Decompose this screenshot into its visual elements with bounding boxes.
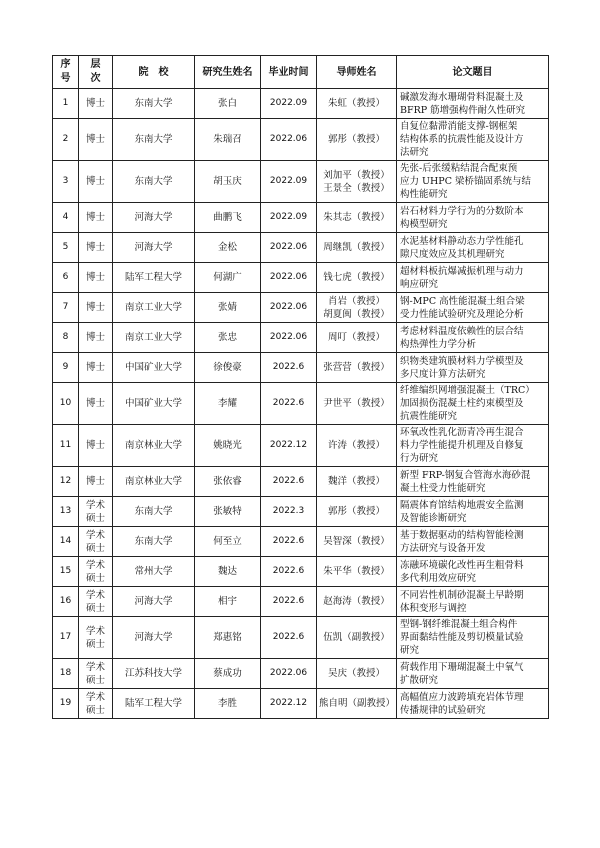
student-name: 张婧 [195,293,261,323]
degree-level-line: 学术 [85,529,105,541]
school-name: 南京工业大学 [113,293,195,323]
graduation-date: 2022.09 [261,203,317,233]
row-number: 8 [53,323,79,353]
advisor-name [317,161,397,203]
advisor-name [317,587,397,617]
row-number: 9 [53,353,79,383]
thesis-topic-line: 钢-MPC 高性能混凝土组合梁 [400,295,525,307]
advisor-name [317,119,397,161]
thesis-topic [397,497,549,527]
thesis-topic [397,689,549,719]
degree-level [79,659,113,689]
advisor-name [317,527,397,557]
advisor-name [317,203,397,233]
degree-level [79,161,113,203]
advisor-name-line: 王景全（教授） [323,182,390,194]
graduation-date: 2022.06 [261,659,317,689]
thesis-topic-line: 考虑材料温度依赖性的层合结 [400,325,524,337]
advisor-name [317,323,397,353]
degree-level [79,689,113,719]
student-name: 张忠 [195,323,261,353]
degree-level [79,203,113,233]
degree-level-line: 学术 [85,691,105,703]
thesis-topic [397,263,549,293]
student-name: 张敏特 [195,497,261,527]
school-name: 南京林业大学 [113,467,195,497]
student-name: 何至立 [195,527,261,557]
thesis-topic-line: 超材料板抗爆减振机理与动力 [400,265,524,277]
graduation-date: 2022.6 [261,353,317,383]
thesis-topic-line: 及智能诊断研究 [400,512,467,524]
school-name: 常州大学 [113,557,195,587]
advisor-name [317,89,397,119]
degree-level-line: 博士 [85,332,105,343]
row-number: 3 [53,161,79,203]
degree-level-line: 博士 [85,212,105,223]
row-number: 1 [53,89,79,119]
graduation-date: 2022.06 [261,263,317,293]
header-student: 研究生姓名 [195,56,261,89]
degree-level [79,467,113,497]
table-row [53,293,549,323]
table-row [53,527,549,557]
degree-level-line: 学术 [85,661,105,673]
student-name: 相宇 [195,587,261,617]
advisor-name [317,425,397,467]
table-row [53,323,549,353]
row-number: 5 [53,233,79,263]
thesis-topic-line: 隙尺度效应及其机理研究 [400,248,505,260]
thesis-topic-line: 应力 UHPC 梁桥锚固系统与结 [400,176,531,187]
thesis-topic [397,89,549,119]
row-number: 6 [53,263,79,293]
degree-level [79,119,113,161]
header-seq-line: 号 [60,73,71,84]
graduation-date: 2022.09 [261,161,317,203]
graduation-date: 2022.6 [261,467,317,497]
table-row [53,689,549,719]
thesis-topic-line: 法研究 [400,147,429,158]
advisor-name-line: 刘加平（教授） [323,169,390,181]
student-name: 李胜 [195,689,261,719]
student-name: 金松 [195,233,261,263]
thesis-topic [397,323,549,353]
table-row [53,89,549,119]
thesis-topic-line: 高幅值应力波跨填充岩体节理 [400,691,524,703]
student-name: 徐俊豪 [195,353,261,383]
thesis-topic [397,659,549,689]
table-row [53,203,549,233]
row-number: 12 [53,467,79,497]
school-name: 陆军工程大学 [113,263,195,293]
student-name: 郑惠铭 [195,617,261,659]
thesis-topic [397,527,549,557]
advisor-name-line: 吴庆（教授） [327,668,385,679]
row-number: 13 [53,497,79,527]
row-number: 16 [53,587,79,617]
student-name: 朱瑞召 [195,119,261,161]
advisor-name-line: 朱其志（教授） [323,212,390,223]
school-name: 陆军工程大学 [113,689,195,719]
row-number: 7 [53,293,79,323]
degree-level [79,263,113,293]
table-body [53,89,549,719]
thesis-topic-line: 构模型研究 [400,218,448,230]
advisor-name-line: 伍凯（副教授） [323,632,390,643]
thesis-topic-line: 基于数据驱动的结构智能检测 [400,529,524,541]
degree-level [79,557,113,587]
student-name: 姚晓光 [195,425,261,467]
thesis-topic [397,353,549,383]
school-name: 中国矿业大学 [113,353,195,383]
thesis-topic-line: 传播规律的试验研究 [400,704,486,716]
thesis-topic [397,617,549,659]
header-school: 院 校 [113,56,195,89]
table-row [53,383,549,425]
advisor-name-line: 许涛（教授） [327,440,385,451]
degree-level-line: 硕士 [85,572,105,584]
header-level [79,56,113,89]
thesis-topic-line: 多尺度计算方法研究 [400,368,486,380]
thesis-table [52,55,549,719]
thesis-topic [397,383,549,425]
advisor-name [317,467,397,497]
row-number: 2 [53,119,79,161]
graduation-date: 2022.12 [261,689,317,719]
thesis-topic-line: 结构体系的抗震性能及设计方 [400,134,524,145]
row-number: 18 [53,659,79,689]
degree-level-line: 博士 [85,134,105,145]
table-row [53,587,549,617]
thesis-topic [397,119,549,161]
advisor-name [317,689,397,719]
graduation-date: 2022.09 [261,89,317,119]
thesis-topic-line: 受力性能试验研究及理论分析 [400,308,524,320]
table-row [53,467,549,497]
row-number: 17 [53,617,79,659]
school-name: 南京林业大学 [113,425,195,467]
advisor-name [317,557,397,587]
school-name: 东南大学 [113,89,195,119]
graduation-date: 2022.6 [261,557,317,587]
thesis-topic-line: 荷载作用下珊瑚混凝土中氧气 [400,661,524,673]
advisor-name-line: 郭彤（教授） [327,134,385,145]
table-row [53,263,549,293]
thesis-topic [397,467,549,497]
school-name: 江苏科技大学 [113,659,195,689]
advisor-name-line: 朱虹（教授） [327,98,385,109]
thesis-topic-line: 体积变形与调控 [400,602,467,614]
table-row [53,119,549,161]
thesis-topic-line: 织物类建筑膜材料力学模型及 [400,355,524,367]
graduation-date: 2022.6 [261,587,317,617]
thesis-topic-line: 研究 [400,645,420,656]
thesis-topic [397,557,549,587]
advisor-name-line: 周继凯（教授） [323,242,390,253]
advisor-name-line: 吴智深（教授） [323,536,390,547]
thesis-topic-line: 扩散研究 [400,674,439,686]
thesis-topic-line: 响应研究 [400,278,439,290]
thesis-topic-line: 行为研究 [400,453,439,464]
degree-level [79,353,113,383]
thesis-topic-line: 纤维编织网增强混凝土（TRC） [400,385,535,396]
advisor-name-line: 张营营（教授） [323,362,390,373]
school-name: 东南大学 [113,527,195,557]
thesis-topic-line: 构性能研究 [400,189,448,200]
advisor-name [317,353,397,383]
table-row [53,659,549,689]
thesis-topic-line: BFRP 筋增强构件耐久性研究 [400,104,526,116]
degree-level-line: 博士 [85,272,105,283]
graduation-date: 2022.3 [261,497,317,527]
table-row [53,353,549,383]
student-name: 张白 [195,89,261,119]
thesis-topic-line: 界面黏结性能及剪切模量试验 [400,632,524,643]
thesis-topic-line: 岩石材料力学行为的分数阶本 [400,205,524,217]
degree-level [79,497,113,527]
school-name: 南京工业大学 [113,323,195,353]
table-row [53,557,549,587]
thesis-topic-line: 先张-后张缓粘结混合配束预 [400,163,518,174]
advisor-name [317,383,397,425]
table-header-row [53,56,549,89]
thesis-topic-line: 自复位黏滞消能支撑-钢框架 [400,121,518,132]
degree-level-line: 博士 [85,476,105,487]
advisor-name-line: 胡夏闽（教授） [323,308,390,320]
degree-level [79,89,113,119]
student-name: 蔡成功 [195,659,261,689]
thesis-topic-line: 构热弹性力学分析 [400,338,477,350]
advisor-name-line: 熊自明（副教授） [319,698,396,709]
thesis-topic-line: 不同岩性机制砂混凝土早龄期 [400,589,524,601]
degree-level-line: 硕士 [85,638,105,650]
school-name: 河海大学 [113,617,195,659]
degree-level [79,383,113,425]
degree-level-line: 博士 [85,302,105,313]
degree-level-line: 硕士 [85,674,105,686]
table-row [53,425,549,467]
header-advisor: 导师姓名 [317,56,397,89]
thesis-topic-line: 水泥基材料静动态力学性能孔 [400,235,524,247]
thesis-topic-line: 方法研究与设备开发 [400,542,486,554]
school-name: 河海大学 [113,203,195,233]
school-name: 河海大学 [113,587,195,617]
advisor-name [317,617,397,659]
graduation-date: 2022.12 [261,425,317,467]
degree-level-line: 硕士 [85,542,105,554]
degree-level-line: 博士 [85,398,105,409]
thesis-topic-line: 新型 FRP-钢复合管海水海砂混 [400,469,531,481]
degree-level [79,587,113,617]
school-name: 中国矿业大学 [113,383,195,425]
graduation-date: 2022.06 [261,293,317,323]
advisor-name [317,659,397,689]
thesis-topic-line: 多代利用效应研究 [400,572,477,584]
degree-level-line: 博士 [85,98,105,109]
degree-level [79,293,113,323]
graduation-date: 2022.06 [261,119,317,161]
graduation-date: 2022.6 [261,617,317,659]
student-name: 胡玉庆 [195,161,261,203]
header-seq [53,56,79,89]
degree-level-line: 学术 [85,559,105,571]
thesis-topic [397,203,549,233]
degree-level [79,617,113,659]
school-name: 河海大学 [113,233,195,263]
thesis-topic [397,587,549,617]
row-number: 14 [53,527,79,557]
student-name: 张依睿 [195,467,261,497]
degree-level-line: 学术 [85,589,105,601]
advisor-name-line: 郭彤（教授） [327,506,385,517]
table-row [53,497,549,527]
thesis-topic-line: 抗震性能研究 [400,411,458,422]
advisor-name-line: 肖岩（教授） [327,295,385,307]
advisor-name [317,263,397,293]
thesis-topic-line: 冻融环境碳化改性再生粗骨料 [400,559,524,571]
advisor-name-line: 尹世平（教授） [323,398,390,409]
thesis-topic-line: 料力学性能提升机理及自修复 [400,440,524,451]
thesis-topic-line: 环氧改性乳化沥青冷再生混合 [400,427,524,438]
degree-level-line: 学术 [85,625,105,637]
thesis-topic-line: 碱激发海水珊瑚骨料混凝土及 [400,91,524,103]
graduation-date: 2022.06 [261,233,317,263]
student-name: 曲鹏飞 [195,203,261,233]
advisor-name [317,293,397,323]
table-row [53,161,549,203]
degree-level-line: 硕士 [85,512,105,524]
thesis-topic-line: 凝土柱受力性能研究 [400,482,486,494]
header-grad: 毕业时间 [261,56,317,89]
advisor-name [317,497,397,527]
degree-level-line: 学术 [85,499,105,511]
school-name: 东南大学 [113,161,195,203]
advisor-name-line: 周叮（教授） [327,332,385,343]
advisor-name [317,233,397,263]
degree-level-line: 博士 [85,242,105,253]
degree-level-line: 硕士 [85,704,105,716]
graduation-date: 2022.06 [261,323,317,353]
row-number: 19 [53,689,79,719]
advisor-name-line: 魏洋（教授） [327,476,385,487]
degree-level [79,425,113,467]
header-level-line: 层 [90,59,101,70]
degree-level-line: 博士 [85,440,105,451]
header-level-line: 次 [90,73,101,84]
degree-level [79,323,113,353]
degree-level-line: 硕士 [85,602,105,614]
row-number: 15 [53,557,79,587]
student-name: 魏达 [195,557,261,587]
row-number: 4 [53,203,79,233]
graduation-date: 2022.6 [261,383,317,425]
school-name: 东南大学 [113,497,195,527]
row-number: 10 [53,383,79,425]
table-row [53,233,549,263]
thesis-topic-line: 隔震体育馆结构地震安全监测 [400,499,524,511]
degree-level-line: 博士 [85,362,105,373]
student-name: 李耀 [195,383,261,425]
graduation-date: 2022.6 [261,527,317,557]
thesis-topic-line: 型钢-钢纤维混凝土组合构件 [400,619,518,630]
advisor-name-line: 赵海涛（教授） [323,596,390,607]
row-number: 11 [53,425,79,467]
thesis-topic-line: 加固损伤混凝土柱约束模型及 [400,398,524,409]
student-name: 何湖广 [195,263,261,293]
school-name: 东南大学 [113,119,195,161]
header-topic: 论文题目 [397,56,549,89]
header-seq-line: 序 [60,59,71,70]
thesis-topic [397,233,549,263]
thesis-topic [397,161,549,203]
degree-level-line: 博士 [85,176,105,187]
thesis-topic [397,293,549,323]
advisor-name-line: 钱七虎（教授） [323,272,390,283]
degree-level [79,233,113,263]
degree-level [79,527,113,557]
table-row [53,617,549,659]
advisor-name-line: 朱平华（教授） [323,566,390,577]
thesis-topic [397,425,549,467]
